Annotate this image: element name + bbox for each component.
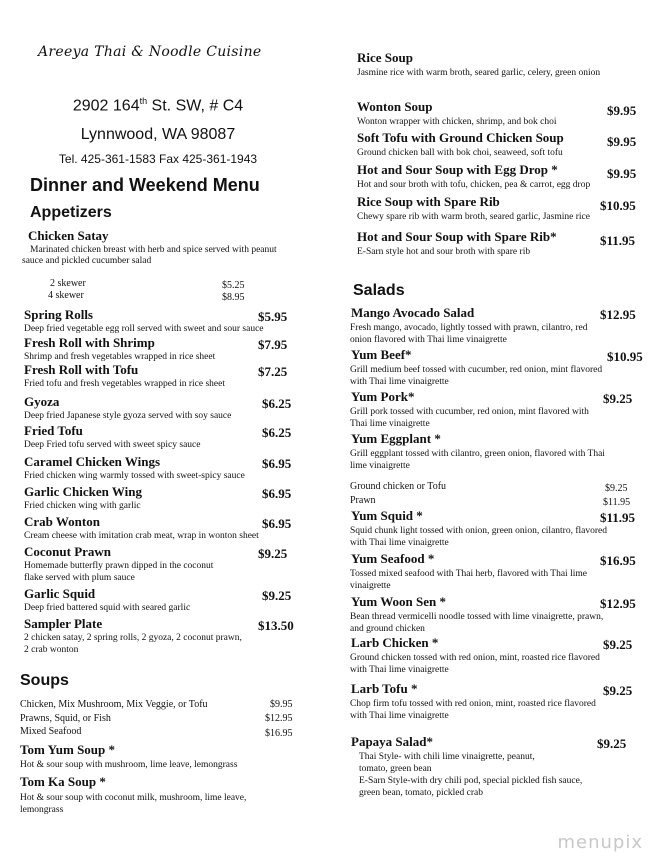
- city-address: Lynnwood, WA 98087: [80, 126, 236, 143]
- soup-option-price: $12.95: [265, 713, 293, 724]
- item-name: Mango Avocado Salad: [351, 305, 475, 320]
- item-price: $9.95: [607, 134, 637, 149]
- item-name: Yum Eggplant *: [351, 431, 441, 446]
- item-desc: lime vinaigrette: [350, 461, 410, 471]
- item-price: $7.95: [258, 337, 288, 352]
- item-name: Garlic Chicken Wing: [24, 484, 142, 499]
- item-desc: sauce and pickled cucumber salad: [22, 256, 152, 266]
- item-price: $9.95: [607, 166, 637, 181]
- item-name: Tom Yum Soup *: [20, 742, 116, 757]
- item-price: $9.25: [258, 546, 288, 561]
- item-price: $6.95: [262, 516, 292, 531]
- item-desc: Hot & sour soup with coconut milk, mushroom, lime leave,: [20, 793, 247, 803]
- item-desc: Shrimp and fresh vegetables wrapped in rice sheet: [24, 352, 216, 362]
- item-price: $10.95: [600, 198, 636, 213]
- soup-option-price: $9.95: [270, 699, 293, 710]
- item-name: Larb Tofu *: [351, 681, 418, 696]
- item-desc: flake served with plum sauce: [24, 573, 135, 583]
- menupix-watermark: menupix: [557, 832, 643, 853]
- item-name: Yum Pork*: [351, 389, 415, 404]
- option-price: $9.25: [605, 483, 628, 494]
- soup-option: Prawns, Squid, or Fish: [20, 713, 111, 724]
- item-desc: Thai lime vinaigrette: [350, 419, 430, 429]
- item-desc: Deep fried vegetable egg roll served with sweet and sour sauce: [24, 324, 264, 334]
- item-price: $13.50: [258, 618, 294, 633]
- item-desc: 2 crab wonton: [24, 645, 79, 655]
- item-price: $16.95: [600, 553, 636, 568]
- item-name: Hot and Sour Soup with Spare Rib*: [357, 229, 557, 244]
- item-name: Soft Tofu with Ground Chicken Soup: [357, 130, 564, 145]
- item-name: Yum Seafood *: [351, 551, 435, 566]
- item-desc: Bean thread vermicelli noodle tossed with lime vinaigrette, prawn,: [350, 612, 604, 622]
- item-price: $6.25: [262, 425, 292, 440]
- item-name: Garlic Squid: [24, 586, 96, 601]
- item-name: Yum Squid *: [351, 508, 423, 523]
- item-price: $9.25: [603, 391, 633, 406]
- item-desc: Deep fried Japanese style gyoza served with soy sauce: [24, 411, 232, 421]
- appetizers-heading: Appetizers: [30, 204, 112, 221]
- option-label: 4 skewer: [48, 290, 84, 301]
- item-price: $6.95: [262, 456, 292, 471]
- item-desc: 2 chicken satay, 2 spring rolls, 2 gyoza, 2 coconut prawn,: [24, 633, 242, 643]
- item-desc: Fried chicken wing warmly tossed with sweet-spicy sauce: [24, 471, 245, 481]
- item-price: $9.25: [262, 588, 292, 603]
- item-price: $11.95: [600, 233, 636, 248]
- item-name: Coconut Prawn: [24, 544, 112, 559]
- item-name: Fresh Roll with Shrimp: [24, 335, 155, 350]
- option-label: 2 skewer: [50, 278, 86, 289]
- item-name: Chicken Satay: [28, 228, 109, 243]
- salads-heading: Salads: [353, 282, 405, 299]
- option-price: $11.95: [603, 497, 631, 508]
- item-price: $9.25: [597, 736, 627, 751]
- item-name: Gyoza: [24, 394, 60, 409]
- item-name: Caramel Chicken Wings: [24, 454, 161, 469]
- option-label: Prawn: [350, 495, 376, 506]
- item-desc: Ground chicken ball with bok choi, seaweed, soft tofu: [357, 148, 563, 158]
- item-desc: Chop firm tofu tossed with red onion, mint, roasted rice flavored: [350, 699, 596, 709]
- item-desc: Deep Fried tofu served with sweet spicy sauce: [24, 440, 201, 450]
- item-name: Spring Rolls: [24, 307, 93, 322]
- item-desc: vinaigrette: [350, 581, 391, 591]
- item-name: Wonton Soup: [357, 99, 433, 114]
- item-desc: Grill eggplant tossed with cilantro, green onion, flavored with Thai: [350, 449, 605, 459]
- item-price: $6.25: [262, 396, 292, 411]
- restaurant-name: Areeya Thai & Noodle Cuisine: [38, 44, 262, 60]
- item-desc: with Thai lime vinaigrette: [350, 665, 449, 675]
- item-desc: onion flavored with Thai lime vinaigrette: [350, 335, 507, 345]
- phone-fax: Tel. 425-361-1583 Fax 425-361-1943: [58, 152, 258, 166]
- menu-title: Dinner and Weekend Menu: [30, 175, 260, 195]
- item-price: $9.95: [607, 103, 637, 118]
- soup-option-price: $16.95: [265, 728, 293, 739]
- item-desc: Cream cheese with imitation crab meat, wrap in wonton sheet: [24, 531, 259, 541]
- item-name: Rice Soup with Spare Rib: [357, 194, 500, 209]
- item-price: $10.95: [607, 349, 643, 364]
- item-name: Larb Chicken *: [351, 635, 439, 650]
- item-desc: and ground chicken: [350, 624, 425, 634]
- item-name: Fresh Roll with Tofu: [24, 362, 139, 377]
- item-price: $9.25: [603, 637, 633, 652]
- item-desc: E-Sarn style hot and sour broth with spare rib: [357, 247, 531, 257]
- item-desc: lemongrass: [20, 805, 64, 815]
- soups-heading: Soups: [20, 672, 69, 689]
- item-desc: Grill pork tossed with cucumber, red onion, mint flavored with: [350, 407, 589, 417]
- item-desc: tomato, green bean: [359, 764, 432, 774]
- item-desc: with Thai lime vinaigrette: [350, 538, 449, 548]
- item-price: $9.25: [603, 683, 633, 698]
- option-price: $5.25: [222, 280, 245, 291]
- item-name: Papaya Salad*: [351, 734, 433, 749]
- item-name: Yum Beef*: [351, 347, 412, 362]
- item-desc: Fried chicken wing with garlic: [24, 501, 141, 511]
- item-desc: Deep fried battered squid with seared garlic: [24, 603, 191, 613]
- item-desc: Grill medium beef tossed with cucumber, red onion, mint flavored: [350, 365, 603, 375]
- item-desc: Jasmine rice with warm broth, seared garlic, celery, green onion: [357, 68, 601, 78]
- street-address: 2902 164th St. SW, # C4: [72, 96, 244, 115]
- option-label: Ground chicken or Tofu: [350, 481, 447, 492]
- item-price: $12.95: [600, 307, 636, 322]
- item-price: $11.95: [600, 510, 636, 525]
- item-name: Rice Soup: [357, 50, 413, 65]
- item-price: $7.25: [258, 364, 288, 379]
- item-name: Fried Tofu: [24, 423, 83, 438]
- soup-option: Chicken, Mix Mushroom, Mix Veggie, or Tofu: [20, 699, 208, 710]
- item-desc: Hot and sour broth with tofu, chicken, pea & carrot, egg drop: [357, 180, 591, 190]
- item-desc: Homemade butterfly prawn dipped in the coconut: [24, 561, 214, 571]
- item-name: Sampler Plate: [24, 616, 103, 631]
- item-desc: Squid chunk light tossed with onion, green onion, cilantro, flavored: [350, 526, 607, 536]
- item-price: $6.95: [262, 486, 292, 501]
- item-name: Hot and Sour Soup with Egg Drop *: [357, 162, 558, 177]
- item-desc: Chewy spare rib with warm broth, seared garlic, Jasmine rice: [357, 212, 590, 222]
- soup-option: Mixed Seafood: [20, 726, 82, 737]
- item-desc: Thai Style- with chili lime vinaigrette, peanut,: [359, 752, 535, 762]
- item-name: Yum Woon Sen *: [351, 594, 447, 609]
- item-desc: with Thai lime vinaigrette: [350, 377, 449, 387]
- item-desc: Tossed mixed seafood with Thai herb, flavored with Thai lime: [350, 569, 587, 579]
- item-price: $12.95: [600, 596, 636, 611]
- item-desc: with Thai lime vinaigrette: [350, 711, 449, 721]
- item-price: $5.95: [258, 309, 288, 324]
- item-desc: Marinated chicken breast with herb and spice served with peanut: [30, 245, 277, 255]
- item-desc: Wonton wrapper with chicken, shrimp, and bok choi: [357, 117, 557, 127]
- item-name: Tom Ka Soup *: [20, 774, 106, 789]
- item-desc: Fresh mango, avocado, lightly tossed with prawn, cilantro, red: [350, 323, 588, 333]
- item-desc: Ground chicken tossed with red onion, mint, roasted rice flavored: [350, 653, 600, 663]
- option-price: $8.95: [222, 292, 245, 303]
- item-desc: E-Sarn Style-with dry chili pod, special pickled fish sauce,: [359, 776, 583, 786]
- item-desc: Hot & sour soup with mushroom, lime leave, lemongrass: [20, 760, 238, 770]
- item-desc: green bean, tomato, pickled crab: [359, 788, 483, 798]
- item-desc: Fried tofu and fresh vegetables wrapped in rice sheet: [24, 379, 226, 389]
- item-name: Crab Wonton: [24, 514, 100, 529]
